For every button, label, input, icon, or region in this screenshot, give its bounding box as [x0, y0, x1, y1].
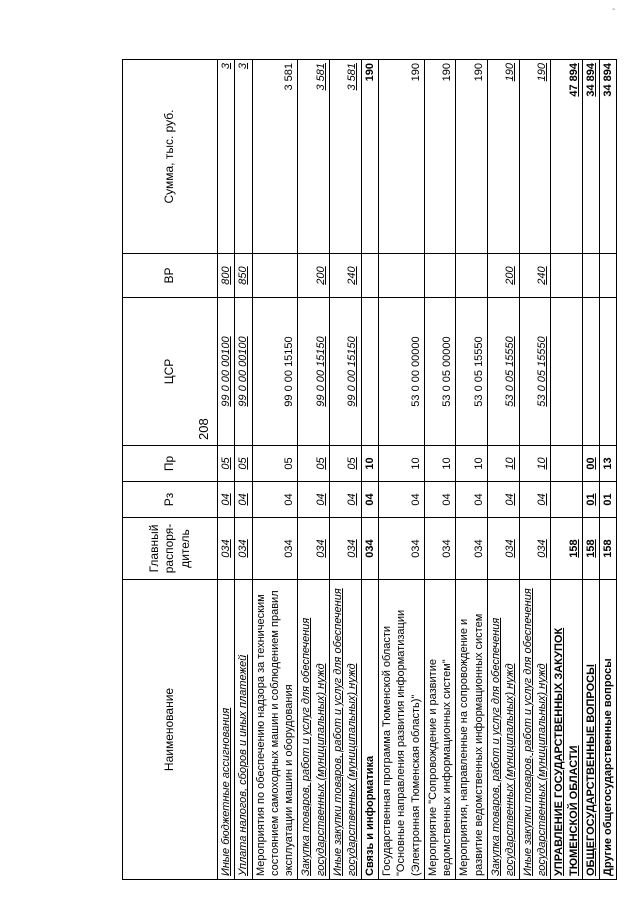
table-row	[551, 60, 583, 880]
cell-subsection: 10	[519, 446, 551, 482]
table-header-row	[123, 60, 218, 880]
cell-subsection: 10	[378, 446, 424, 482]
cell-subsection: 05	[330, 446, 362, 482]
cell-expense-type: 240	[519, 254, 551, 298]
cell-name: Закупка товаров, работ и услуг для обеспечения государственных (муниципальных) нужд	[298, 580, 330, 880]
cell-subsection: 10	[361, 446, 378, 482]
cell-target-article: 99 0 00 15150	[298, 298, 330, 446]
cell-target-article: 53 0 05 00000	[424, 298, 456, 446]
cell-section: 04	[252, 482, 298, 518]
cell-section: 04	[424, 482, 456, 518]
cell-name: Иные закупки товаров, работ и услуг для обеспечения государственных (муниципальных) нужд	[519, 580, 551, 880]
cell-amount: 3	[235, 60, 252, 254]
header-target-article: ЦСР	[123, 298, 218, 446]
header-main-administrator: Главный распоря-дитель	[123, 518, 218, 580]
cell-expense-type: 200	[298, 254, 330, 298]
cell-name: Иные закупки товаров, работ и услуг для обеспечения государственных (муниципальных) нужд	[330, 580, 362, 880]
cell-name: Мероприятия, направленные на сопровождение и развитие ведомственных информационных систем	[456, 580, 488, 880]
cell-amount: 190	[378, 60, 424, 254]
table-row	[424, 60, 456, 880]
rotated-page-content	[122, 60, 615, 880]
cell-main-administrator: 034	[235, 518, 252, 580]
cell-subsection: 05	[218, 446, 235, 482]
cell-target-article: 53 0 05 15550	[456, 298, 488, 446]
header-subsection: Пр	[123, 446, 218, 482]
cell-name: ОБЩЕГОСУДАРСТВЕННЫЕ ВОПРОСЫ	[582, 580, 599, 880]
cell-main-administrator: 158	[582, 518, 599, 580]
cell-main-administrator: 034	[488, 518, 520, 580]
cell-main-administrator: 158	[551, 518, 583, 580]
cell-section: 04	[361, 482, 378, 518]
cell-section: 04	[456, 482, 488, 518]
cell-main-administrator: 034	[424, 518, 456, 580]
cell-expense-type: 800	[218, 254, 235, 298]
cell-name: Другие общегосударственные вопросы	[600, 580, 617, 880]
cell-amount: 3 581	[330, 60, 362, 254]
cell-subsection: 10	[488, 446, 520, 482]
cell-amount: 47 894	[551, 60, 583, 254]
cell-target-article	[582, 298, 599, 446]
cell-amount: 34 894	[600, 60, 617, 254]
header-amount: Сумма, тыс. руб.	[123, 60, 218, 254]
cell-section: 04	[218, 482, 235, 518]
cell-subsection: 10	[456, 446, 488, 482]
cell-target-article: 99 0 00 00100	[218, 298, 235, 446]
cell-amount: 190	[488, 60, 520, 254]
cell-subsection: 05	[235, 446, 252, 482]
cell-amount: 190	[361, 60, 378, 254]
cell-subsection: 05	[298, 446, 330, 482]
cell-name: Мероприятия по обеспечению надзора за техническим состоянием самоходных машин и соблюдением правил эксплуатации машин и оборудования	[252, 580, 298, 880]
cell-subsection: 13	[600, 446, 617, 482]
budget-table	[122, 59, 617, 880]
cell-target-article	[600, 298, 617, 446]
cell-expense-type: 200	[488, 254, 520, 298]
cell-section: 04	[378, 482, 424, 518]
table-row	[488, 60, 520, 880]
cell-amount: 3 581	[298, 60, 330, 254]
table-row	[378, 60, 424, 880]
cell-name: Мероприятие "Сопровождение и развитие ведомственных информационных систем"	[424, 580, 456, 880]
cell-expense-type	[361, 254, 378, 298]
table-row	[218, 60, 235, 880]
header-expense-type: ВР	[123, 254, 218, 298]
table-row	[235, 60, 252, 880]
cell-subsection	[551, 446, 583, 482]
cell-expense-type: 240	[330, 254, 362, 298]
cell-main-administrator: 034	[456, 518, 488, 580]
cell-name: Государственная программа Тюменской области "Основные направления развития информатизации (Электронная Тюменская область)"	[378, 580, 424, 880]
cell-expense-type	[424, 254, 456, 298]
cell-expense-type	[456, 254, 488, 298]
cell-target-article: 99 0 00 15150	[330, 298, 362, 446]
header-name: Наименование	[123, 580, 218, 880]
table-row	[600, 60, 617, 880]
cell-name: Закупка товаров, работ и услуг для обеспечения государственных (муниципальных) нужд	[488, 580, 520, 880]
cell-section	[551, 482, 583, 518]
table-row	[456, 60, 488, 880]
cell-main-administrator: 034	[361, 518, 378, 580]
table-row	[252, 60, 298, 880]
cell-section: 04	[488, 482, 520, 518]
header-section: Рз	[123, 482, 218, 518]
corner-mark: -	[612, 4, 616, 15]
cell-main-administrator: 034	[298, 518, 330, 580]
cell-main-administrator: 034	[519, 518, 551, 580]
page-number: 208	[196, 418, 211, 440]
table-row	[330, 60, 362, 880]
cell-amount: 34 894	[582, 60, 599, 254]
cell-main-administrator: 034	[218, 518, 235, 580]
cell-section: 04	[235, 482, 252, 518]
cell-main-administrator: 158	[600, 518, 617, 580]
cell-expense-type	[551, 254, 583, 298]
cell-amount: 190	[456, 60, 488, 254]
cell-section: 04	[298, 482, 330, 518]
cell-amount: 190	[519, 60, 551, 254]
cell-target-article: 53 0 05 15550	[519, 298, 551, 446]
cell-subsection: 10	[424, 446, 456, 482]
cell-name: Связь и информатика	[361, 580, 378, 880]
cell-expense-type	[378, 254, 424, 298]
cell-section: 01	[600, 482, 617, 518]
cell-target-article: 53 0 05 15550	[488, 298, 520, 446]
cell-subsection: 05	[252, 446, 298, 482]
cell-target-article: 99 0 00 15150	[252, 298, 298, 446]
table-row	[361, 60, 378, 880]
cell-expense-type	[582, 254, 599, 298]
cell-main-administrator: 034	[330, 518, 362, 580]
cell-target-article: 53 0 00 00000	[378, 298, 424, 446]
cell-section: 04	[519, 482, 551, 518]
table-row	[582, 60, 599, 880]
cell-name: Иные бюджетные ассигнования	[218, 580, 235, 880]
cell-expense-type: 850	[235, 254, 252, 298]
cell-name: УПРАВЛЕНИЕ ГОСУДАРСТВЕННЫХ ЗАКУПОК ТЮМЕНСКОЙ ОБЛАСТИ	[551, 580, 583, 880]
table-row	[298, 60, 330, 880]
cell-amount: 190	[424, 60, 456, 254]
cell-section: 01	[582, 482, 599, 518]
cell-section: 04	[330, 482, 362, 518]
cell-expense-type	[600, 254, 617, 298]
cell-expense-type	[252, 254, 298, 298]
cell-main-administrator: 034	[252, 518, 298, 580]
cell-target-article: 99 0 00 00100	[235, 298, 252, 446]
cell-subsection: 00	[582, 446, 599, 482]
cell-amount: 3 581	[252, 60, 298, 254]
cell-target-article	[551, 298, 583, 446]
cell-name: Уплата налогов, сборов и иных платежей	[235, 580, 252, 880]
cell-amount: 3	[218, 60, 235, 254]
cell-main-administrator: 034	[378, 518, 424, 580]
cell-target-article	[361, 298, 378, 446]
table-row	[519, 60, 551, 880]
